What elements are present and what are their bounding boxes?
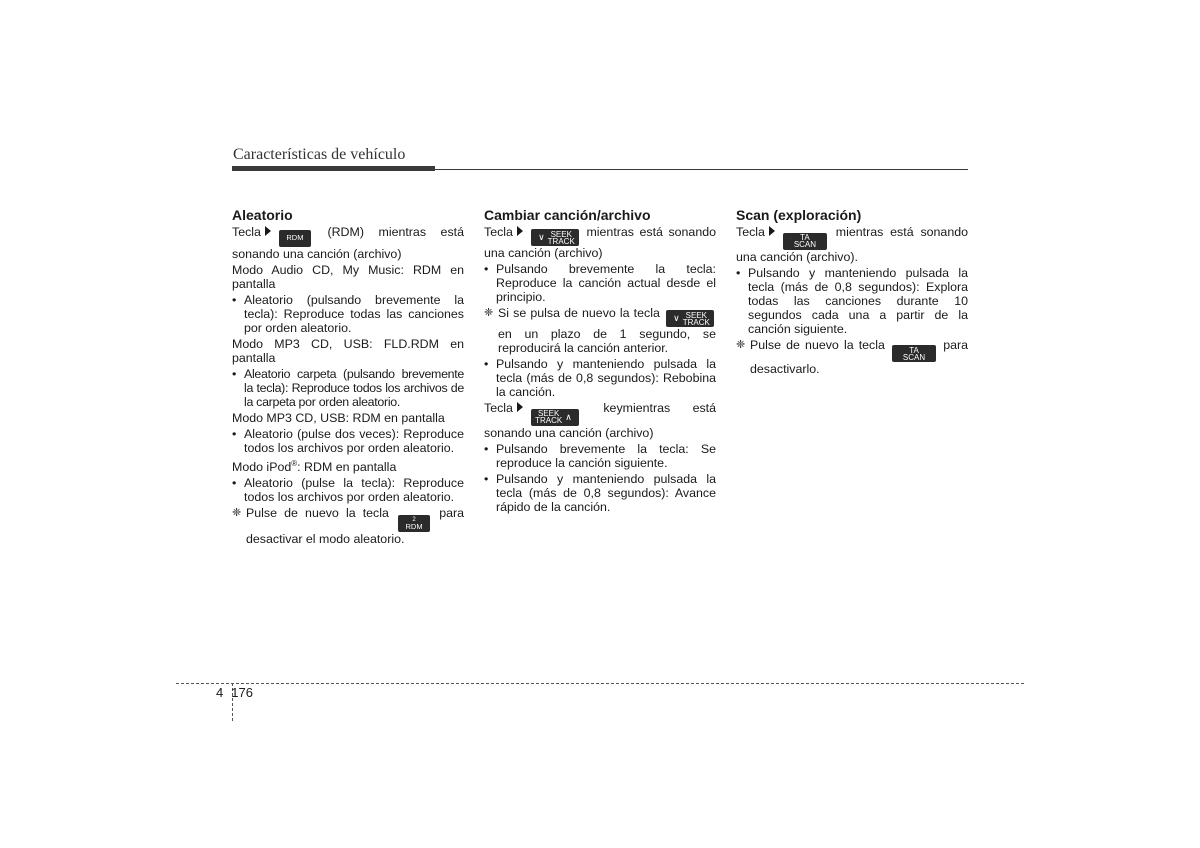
key-label: SEEK: [537, 409, 560, 418]
rdm-key-icon: [398, 515, 430, 532]
bullet-text: Pulsando y manteniendo pulsada la tecla (más de 0,8 segundos): Explora todas las canciones durante 10 segundos cada una a partir de la canción siguiente.: [748, 265, 968, 336]
text: mientras está sonando una canción (archivo): [484, 225, 716, 260]
text: Modo iPod: [232, 459, 292, 474]
bullet-text: Pulsando brevemente la tecla: Reproduce la canción actual desde el principio.: [496, 262, 716, 304]
key-label: TA: [800, 233, 810, 242]
bullet-text: Aleatorio (pulsando brevemente la tecla): Reproduce todas las canciones por orden aleatorio.: [244, 292, 464, 335]
seek-track-down-key-icon: [666, 310, 714, 327]
rdm-key-icon: [279, 230, 311, 247]
bullet-item: [484, 442, 716, 470]
bullet-text: Pulsando y manteniendo pulsada la tecla (más de 0,8 segundos): Rebobina la canción.: [496, 357, 716, 399]
play-arrow-icon: [769, 226, 775, 236]
seek-track-down-key-icon: [531, 229, 579, 246]
bullet-mark: •: [484, 471, 489, 486]
bullet-item: [232, 476, 464, 504]
key-label: TRACK: [547, 236, 575, 246]
play-arrow-icon: [265, 226, 271, 236]
paragraph: Modo Audio CD, My Music: RDM en pantalla: [232, 262, 464, 291]
text: Tecla: [484, 401, 513, 415]
registered-mark: ®: [291, 458, 298, 468]
key-number: 2: [412, 516, 416, 523]
page-number-value: 176: [231, 685, 253, 700]
text: mientras está sonando una canción (archivo).: [736, 225, 968, 264]
note-icon: ❈: [736, 338, 746, 351]
section-heading-aleatorio: Aleatorio: [232, 207, 293, 223]
bullet-item: [232, 293, 464, 335]
paragraph: Modo MP3 CD, USB: RDM en pantalla: [232, 410, 445, 425]
column-cambiar-cancion: [484, 207, 716, 516]
page-header-title: Características de vehículo: [233, 146, 406, 163]
bullet-text: Aleatorio (pulse la tecla): Reproduce todos los archivos por orden aleatorio.: [244, 475, 464, 504]
bullet-item: [736, 266, 968, 336]
column-scan: [736, 207, 968, 378]
bullet-mark: •: [232, 366, 237, 381]
key-label: SEEK: [685, 310, 707, 320]
key-label: TA: [909, 345, 919, 355]
text: Pulse de nuevo la tecla: [246, 505, 389, 520]
text: Si se pulsa de nuevo la tecla: [498, 306, 660, 320]
paragraph: Modo MP3 CD, USB: FLD.RDM en pantalla: [232, 336, 464, 365]
column-aleatorio: [232, 207, 464, 548]
note-item: [736, 338, 968, 377]
section-heading-scan: Scan (exploración): [736, 207, 862, 223]
text: para desactivarlo.: [750, 337, 968, 376]
bullet-item: [232, 367, 464, 409]
play-arrow-icon: [517, 226, 523, 236]
play-arrow-icon: [517, 402, 523, 412]
note-item: [484, 306, 716, 355]
key-label: TRACK: [535, 416, 563, 425]
bullet-text: Aleatorio carpeta (pulsando brevemente la tecla): Reproduce todos los archivos de la carpeta por orden aleatorio.: [244, 366, 464, 409]
key-label: RDM: [286, 233, 304, 242]
text: : RDM en pantalla: [297, 459, 397, 474]
ta-scan-key-icon: [783, 233, 827, 250]
footer-dashed-rule: [176, 683, 1024, 684]
text: keymientras está sonando una canción (archivo): [484, 401, 716, 440]
note-icon: ❈: [232, 506, 242, 519]
bullet-text: Pulsando brevemente la tecla: Se reproduce la canción siguiente.: [496, 441, 716, 470]
note-text: [246, 506, 464, 547]
ta-scan-key-icon: [892, 345, 936, 362]
bullet-item: [484, 357, 716, 399]
chevron-down-icon: ∨: [673, 313, 680, 323]
text: Tecla: [736, 225, 765, 239]
text: para desactivar el modo aleatorio.: [246, 505, 464, 547]
text: en un plazo de 1 segundo, se reproducirá la canción anterior.: [498, 327, 716, 355]
chevron-down-icon: ∨: [538, 232, 545, 242]
text: Tecla: [232, 225, 261, 239]
bullet-text: Aleatorio (pulse dos veces): Reproduce todos los archivos por orden aleatorio.: [244, 426, 464, 455]
chevron-up-icon: ∧: [565, 411, 572, 422]
bullet-mark: •: [484, 357, 489, 371]
bullet-mark: •: [484, 262, 489, 276]
bullet-mark: •: [232, 475, 237, 490]
header-rule-thick: [232, 166, 435, 171]
text: Tecla: [484, 225, 513, 239]
text: (RDM) mientras está sonando una canción (archivo): [232, 225, 464, 261]
bullet-text: Pulsando y manteniendo pulsada la tecla (más de 0,8 segundos): Avance rápido de la canción.: [496, 471, 716, 514]
note-text: [498, 306, 716, 355]
key-label: SCAN: [902, 352, 926, 362]
paragraph: [232, 225, 464, 261]
bullet-item: [484, 262, 716, 304]
seek-track-up-key-icon: [531, 409, 579, 426]
bullet-mark: •: [232, 292, 237, 307]
paragraph: [232, 457, 464, 474]
header-rule-thin: [435, 169, 968, 170]
note-icon: ❈: [484, 307, 494, 319]
key-label: RDM: [405, 521, 423, 531]
paragraph: [484, 401, 716, 440]
bullet-item: [484, 472, 716, 514]
note-item: [232, 506, 464, 547]
key-label: SCAN: [793, 240, 817, 249]
bullet-item: [232, 427, 464, 455]
text: Pulse de nuevo la tecla: [750, 337, 885, 352]
bullet-mark: •: [232, 426, 237, 441]
paragraph: [736, 225, 968, 264]
section-heading-cambiar-cancion: Cambiar canción/archivo: [484, 207, 651, 223]
key-label: TRACK: [682, 317, 710, 327]
paragraph: [484, 225, 716, 260]
note-text: [750, 338, 968, 377]
chapter-number: 4: [216, 685, 224, 700]
page-number: [216, 685, 253, 700]
key-label: SEEK: [550, 229, 572, 239]
bullet-mark: •: [484, 441, 489, 456]
bullet-mark: •: [736, 265, 741, 280]
